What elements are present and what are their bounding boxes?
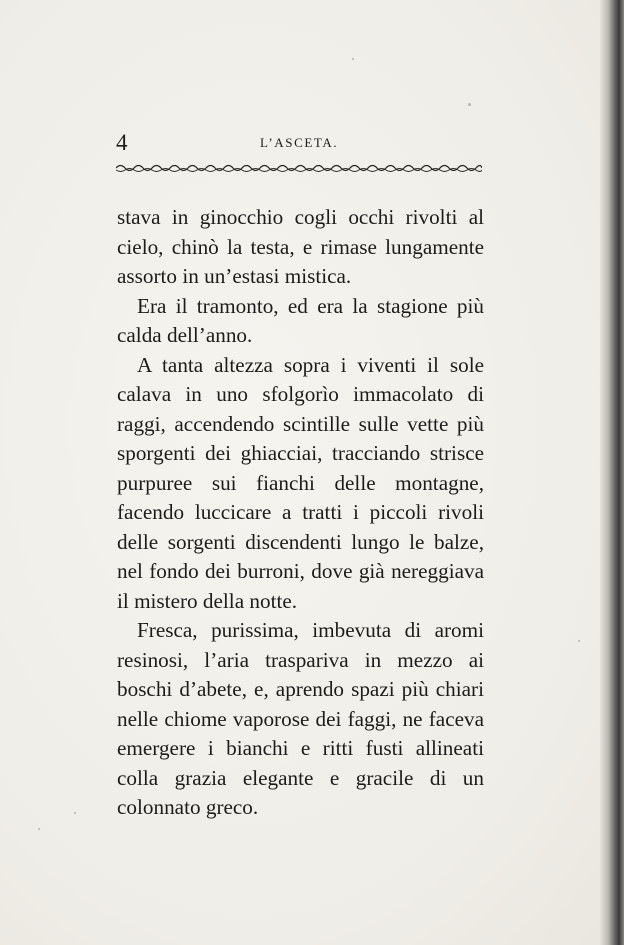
paragraph-2: Era il tramonto, ed era la stagione più calda dell’anno.: [117, 293, 484, 347]
paragraph-1: stava in ginocchio cogli occhi rivolti al cielo, chinò la testa, e rimase lungamente assorto in un’estasi mistica.: [117, 205, 484, 288]
body-text: [117, 203, 484, 823]
paragraph-3: A tanta altezza sopra i viventi il sole calava in uno sfolgorìo immacolato di raggi, accendendo scintille sulle vette più sporgenti dei ghiacciai, tracciando strisce purpuree sui fianchi delle montagne, facendo luccicare a tratti i piccoli rivoli delle sorgenti discendenti lungo le balze, nel fondo dei burroni, dove già nereggiava il mistero della notte.: [117, 352, 484, 613]
ornamental-rule: [116, 162, 482, 174]
running-title: L’ASCETA.: [260, 135, 339, 150]
running-head: [116, 128, 486, 158]
paragraph-4: Fresca, purissima, imbevuta di aromi resinosi, l’aria traspariva in mezzo ai boschi d’abete, e, aprendo spazi più chiari nelle chiome vaporose dei faggi, ne faceva emergere i bianchi e ritti fusti allineati colla grazia elegante e gracile di un colonnato greco.: [117, 618, 484, 819]
binding-edge: [600, 0, 624, 945]
page-number: 4: [116, 130, 128, 155]
